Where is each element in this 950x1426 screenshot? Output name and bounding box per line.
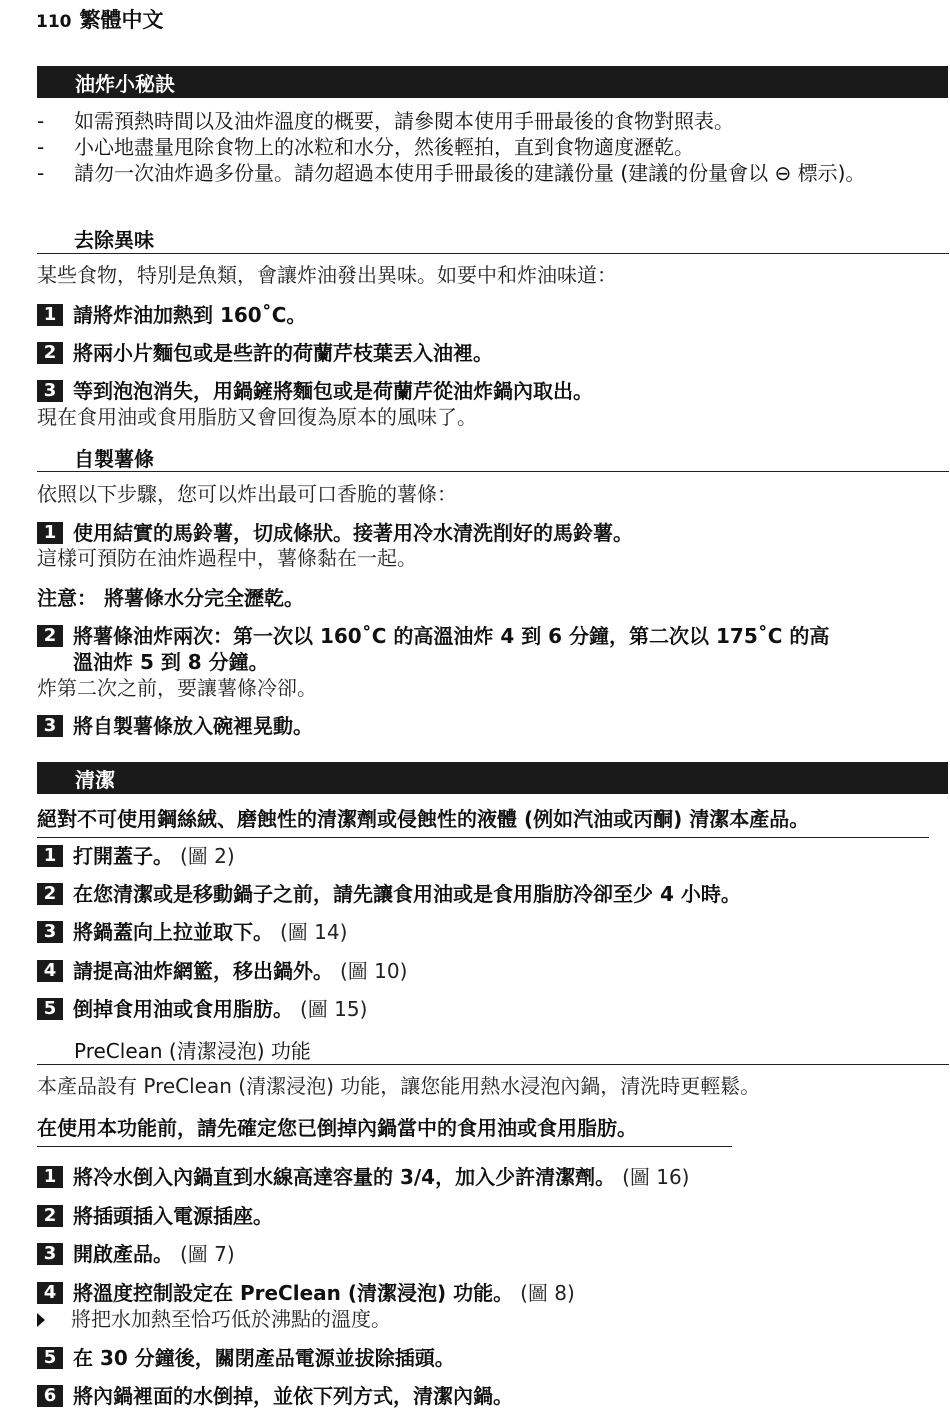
- warning-text: 在使用本功能前，請先確定您已倒掉內鍋當中的食用油或食用脂肪。: [37, 1116, 637, 1140]
- page-number: 110: [36, 12, 72, 32]
- step-number: 1: [37, 1166, 63, 1188]
- step-text: 將溫度控制設定在 PreClean (清潔浸泡) 功能。: [73, 1281, 514, 1305]
- odor-step-1: [37, 302, 306, 328]
- result-arrow-icon: [37, 1313, 45, 1327]
- step-text: 將兩小片麵包或是些許的荷蘭芹枝葉丟入油裡。: [73, 341, 493, 365]
- subsection-title-preclean: PreClean (清潔浸泡) 功能: [74, 1039, 311, 1063]
- section-bar-cleaning: [37, 762, 948, 794]
- step-text: 請將炸油加熱到 160˚C。: [73, 303, 307, 327]
- section-bar-tips: [37, 66, 948, 98]
- figure-ref: (圖 14): [279, 920, 348, 944]
- step-number: 6: [37, 1385, 63, 1407]
- step-number: 4: [37, 1282, 63, 1304]
- step-text: 在您清潔或是移動鍋子之前，請先讓食用油或是食用脂肪冷卻至少 4 小時。: [73, 882, 741, 906]
- clean-step-2: [37, 881, 741, 907]
- preclean-intro: 本產品設有 PreClean (清潔浸泡) 功能，讓您能用熱水浸泡內鍋，清洗時更輕鬆。: [37, 1074, 761, 1098]
- fries-caution: [37, 585, 304, 611]
- fries-intro: 依照以下步驟，您可以炸出最可口香脆的薯條：: [37, 482, 457, 506]
- result-text: 將把水加熱至恰巧低於沸點的溫度。: [71, 1307, 391, 1331]
- preclean-step-5: [37, 1345, 455, 1371]
- step-number: 5: [37, 1347, 63, 1369]
- step-number: 2: [37, 625, 63, 647]
- step-number: 3: [37, 715, 63, 737]
- odor-step-3: [37, 378, 593, 404]
- section-title-tips: 油炸小秘訣: [75, 72, 175, 96]
- preclean-step-6: [37, 1383, 513, 1409]
- page-header: [36, 4, 164, 34]
- fries-step-3: [37, 713, 313, 739]
- preclean-result: [37, 1306, 391, 1332]
- step-text: 倒掉食用油或食用脂肪。: [73, 997, 293, 1021]
- step-number: 5: [37, 998, 63, 1020]
- language-label: 繁體中文: [79, 8, 164, 32]
- caution-text: 注意： 將薯條水分完全瀝乾。: [37, 586, 304, 610]
- step-number: 2: [37, 342, 63, 364]
- fries-step-1-note: 這樣可預防在油炸過程中，薯條黏在一起。: [37, 546, 417, 570]
- step-number: 1: [37, 845, 63, 867]
- preclean-warning: [37, 1112, 637, 1141]
- underline: [37, 1146, 732, 1147]
- bullet-dash: -: [37, 161, 45, 185]
- step-text: 將自製薯條放入碗裡晃動。: [73, 714, 313, 738]
- step-text: 打開蓋子。: [73, 844, 173, 868]
- tip-text-1: 如需預熱時間以及油炸溫度的概要，請參閱本使用手冊最後的食物對照表。: [74, 109, 734, 133]
- fries-step-1: [37, 520, 633, 546]
- step-text: 在 30 分鐘後，關閉產品電源並拔除插頭。: [73, 1346, 455, 1370]
- figure-ref: (圖 7): [179, 1242, 235, 1266]
- step-text: 使用結實的馬鈴薯，切成條狀。接著用冷水清洗削好的馬鈴薯。: [73, 521, 633, 545]
- odor-note: 現在食用油或食用脂肪又會回復為原本的風味了。: [37, 405, 477, 429]
- figure-ref: (圖 8): [520, 1281, 575, 1305]
- step-number: 2: [37, 1205, 63, 1227]
- step-text: 將冷水倒入內鍋直到水線高達容量的 3/4，加入少許清潔劑。: [73, 1165, 616, 1189]
- figure-ref: (圖 15): [299, 997, 368, 1021]
- figure-ref: (圖 10): [339, 959, 408, 983]
- preclean-step-1: [37, 1164, 690, 1190]
- preclean-step-4: [37, 1280, 575, 1306]
- tip-text-2: 小心地盡量甩除食物上的冰粒和水分，然後輕拍，直到食物適度瀝乾。: [74, 135, 694, 159]
- odor-step-2: [37, 340, 493, 366]
- step-text: 開啟產品。: [73, 1242, 173, 1266]
- step-number: 3: [37, 380, 63, 402]
- section-title-cleaning: 清潔: [75, 768, 115, 792]
- clean-step-4: [37, 958, 407, 984]
- preclean-step-2: [37, 1203, 273, 1229]
- fries-step-2-cont: [73, 649, 269, 675]
- step-text: 請提高油炸網籃，移出鍋外。: [73, 959, 333, 983]
- tip-text-3: 請勿一次油炸過多份量。請勿超過本使用手冊最後的建議份量 (建議的份量會以 ⊖ 標示)。: [74, 161, 866, 185]
- bullet-dash: -: [37, 135, 45, 159]
- divider: [37, 471, 949, 472]
- clean-step-5: [37, 996, 367, 1022]
- subsection-title-fries: 自製薯條: [74, 447, 154, 471]
- step-text: 將薯條油炸兩次：第一次以 160˚C 的高溫油炸 4 到 6 分鐘，第二次以 175˚C 的高: [73, 624, 830, 648]
- step-number: 1: [37, 304, 63, 326]
- underline: [37, 837, 929, 838]
- clean-step-1: [37, 843, 235, 869]
- figure-ref: (圖 2): [179, 844, 235, 868]
- warning-text: 絕對不可使用鋼絲絨、磨蝕性的清潔劑或侵蝕性的液體 (例如汽油或丙酮) 清潔本產品。: [37, 807, 810, 831]
- figure-ref: (圖 16): [622, 1165, 690, 1189]
- subsection-title-odor: 去除異味: [74, 228, 154, 252]
- divider: [37, 253, 949, 254]
- step-number: 2: [37, 883, 63, 905]
- step-number: 3: [37, 921, 63, 943]
- fries-step-2: [37, 623, 829, 649]
- cleaning-warning: [37, 803, 809, 832]
- clean-step-3: [37, 919, 347, 945]
- divider: [37, 1064, 949, 1065]
- step-number: 3: [37, 1243, 63, 1265]
- step-text: 溫油炸 5 到 8 分鐘。: [73, 650, 269, 674]
- step-number: 1: [37, 522, 63, 544]
- odor-intro: 某些食物，特別是魚類，會讓炸油發出異味。如要中和炸油味道：: [37, 263, 617, 287]
- fries-step-2-note: 炸第二次之前，要讓薯條冷卻。: [37, 676, 317, 700]
- step-text: 等到泡泡消失，用鍋鏟將麵包或是荷蘭芹從油炸鍋內取出。: [73, 379, 593, 403]
- preclean-step-3: [37, 1241, 235, 1267]
- step-number: 4: [37, 960, 63, 982]
- step-text: 將插頭插入電源插座。: [73, 1204, 273, 1228]
- step-text: 將鍋蓋向上拉並取下。: [73, 920, 273, 944]
- step-text: 將內鍋裡面的水倒掉，並依下列方式，清潔內鍋。: [73, 1384, 513, 1408]
- bullet-dash: -: [37, 109, 45, 133]
